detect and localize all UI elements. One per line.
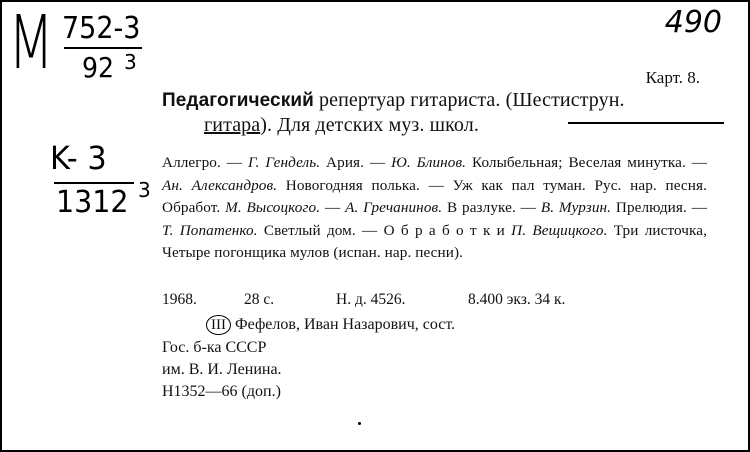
title-underlined-word: гитара: [204, 114, 261, 136]
title-block: [162, 88, 707, 137]
contents-author: Г. Гендель.: [247, 154, 321, 171]
contents-paragraph: [162, 152, 707, 265]
contents-text: Прелюдия. —: [611, 199, 708, 216]
title-line-1-rest: репертуар гитариста. (Шестиструн.: [313, 89, 625, 111]
library-line-2: им. В. И. Ленина.: [162, 361, 282, 378]
imprint-year: 1968.: [162, 291, 197, 308]
contents-author: Т. Попатенко.: [162, 221, 258, 239]
contents-text: Светлый дом. — О б р а б о т к и: [257, 221, 512, 239]
contents-text: Ария. —: [320, 154, 392, 171]
contents-text: Три листочка, Четыре погонщика мулов (испан. нар. песни).: [162, 221, 708, 261]
contents-text: —: [320, 199, 346, 216]
card-number-label: Карт. 8.: [645, 68, 700, 87]
contents-text: В разлуке. —: [442, 199, 541, 216]
contents-text: Новогодняя полька. — Уж как пал туман. Рус. нар. песня. Обработ.: [162, 176, 707, 216]
contents-author: М. Высоцкого.: [225, 199, 321, 216]
library-line-1: Гос. б-ка СССР: [162, 339, 267, 356]
title-line-2-rest: ). Для детских муз. школ.: [260, 114, 479, 136]
imprint-line: [162, 289, 707, 311]
imprint-copies: 8.400 экз. 34 к.: [468, 291, 566, 308]
title-bold-word: Педагогический: [162, 90, 314, 111]
shelf-mark-denominator: 92: [82, 51, 115, 84]
library-line-3: Н1352—66 (доп.): [162, 383, 281, 400]
contents-author: В. Мурзин.: [540, 199, 612, 216]
cutter-mark-fraction-line: [54, 182, 134, 184]
title-line-2: [162, 113, 707, 137]
shelf-mark-superscript: 3: [124, 50, 137, 74]
cutter-mark-denominator: 1312: [56, 185, 129, 220]
cutter-mark-numerator: K- 3: [50, 139, 107, 177]
compiler-line: [206, 314, 455, 336]
compiler-name: Фефелов, Иван Назарович, сост.: [235, 316, 456, 333]
contents-author: П. Вещицкого.: [511, 221, 608, 239]
title-line-1: [162, 88, 707, 113]
library-block: [162, 337, 282, 403]
cutter-mark-superscript: 3: [138, 178, 151, 202]
handwritten-letter-m: M: [8, 0, 54, 86]
contents-author: Ю. Блинов.: [391, 154, 467, 171]
imprint-pages: 28 с.: [244, 291, 275, 308]
contents-author: А. Гречанинов.: [345, 199, 443, 216]
shelf-mark-numerator: 752-3: [62, 11, 141, 46]
stray-dot: [358, 422, 361, 425]
contents-text: Колыбельная; Веселая минутка. —: [466, 154, 708, 171]
contents-text: Аллегро. —: [162, 154, 248, 171]
imprint-nd: Н. д. 4526.: [336, 291, 406, 308]
contents-author: Ан. Александров.: [162, 176, 278, 194]
circled-iii-mark: III: [206, 315, 231, 335]
corner-number: 490: [664, 5, 722, 40]
shelf-mark-fraction-line: [64, 47, 142, 49]
title-end-rule: [568, 122, 724, 124]
